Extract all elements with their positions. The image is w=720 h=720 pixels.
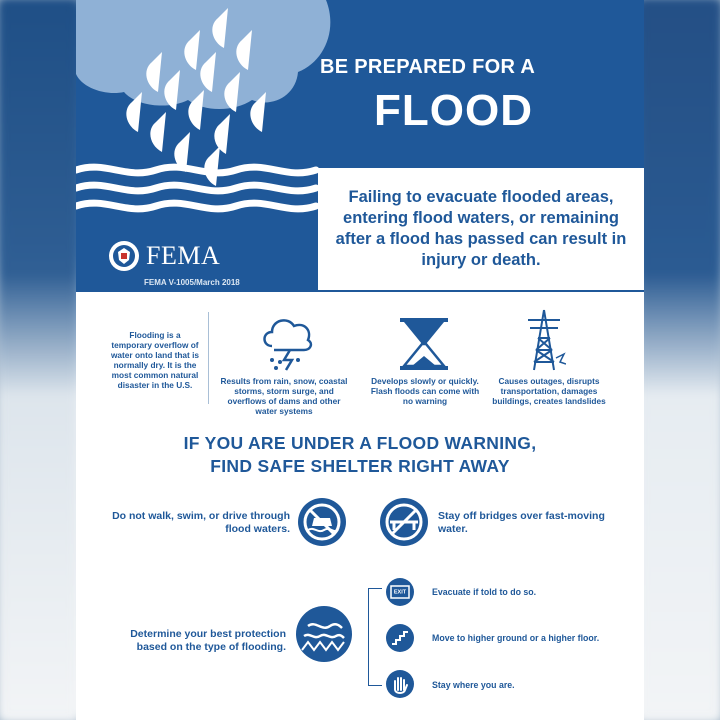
no-walk-text: Do not walk, swim, or drive through flood waters. bbox=[112, 510, 290, 535]
exit-sign-icon bbox=[386, 578, 414, 606]
flood-speed: Develops slowly or quickly. Flash floods can come with no warning bbox=[370, 376, 480, 406]
flooding-definition: Flooding is a temporary overflow of water onto land that is normally dry. It is the most common natural disaster in the U.S. bbox=[110, 330, 200, 390]
fema-wordmark: FEMA bbox=[146, 241, 221, 270]
evacuate-text: Evacuate if told to do so. bbox=[432, 587, 537, 597]
exit-label: EXIT bbox=[393, 589, 407, 596]
blurred-right-margin bbox=[640, 0, 720, 720]
higher-ground-text: Move to higher ground or a higher floor. bbox=[432, 633, 600, 643]
stay-text: Stay where you are. bbox=[432, 680, 515, 690]
flood-causes: Results from rain, snow, coastal storms, storm surge, and overflows of dams and other water systems bbox=[220, 376, 348, 416]
options-bracket bbox=[368, 588, 382, 686]
power-tower-icon bbox=[522, 308, 566, 372]
fema-logo bbox=[108, 240, 220, 272]
bridges-text: Stay off bridges over fast-moving water. bbox=[438, 510, 605, 535]
blurred-left-margin bbox=[0, 0, 76, 720]
stairs-icon bbox=[386, 624, 414, 652]
divider bbox=[208, 312, 209, 404]
flood-effects: Causes outages, disrupts transportation, damages buildings, creates landslides bbox=[492, 376, 606, 406]
no-driving-icon bbox=[298, 498, 346, 546]
document-code: FEMA V-1005/March 2018 bbox=[144, 278, 240, 287]
title-line-1: BE PREPARED FOR A bbox=[320, 56, 536, 78]
flood-poster bbox=[76, 0, 644, 720]
hourglass-icon bbox=[398, 316, 450, 372]
poster-header bbox=[76, 0, 644, 292]
warning-text: Failing to evacuate flooded areas, entering flood waters, or remaining after a flood has passed can result in injury or death. bbox=[335, 188, 627, 269]
rain-cloud-illustration bbox=[76, 0, 336, 225]
no-bridge-icon bbox=[380, 498, 428, 546]
title-flood: FLOOD bbox=[374, 86, 533, 135]
warning-headline bbox=[76, 432, 644, 478]
headline-line-1: IF YOU ARE UNDER A FLOOD WARNING, bbox=[183, 433, 537, 453]
warning-box bbox=[318, 168, 644, 290]
storm-cloud-icon bbox=[260, 310, 316, 372]
stop-hand-icon bbox=[386, 670, 414, 698]
protection-text: Determine your best protection based on the type of flooding. bbox=[130, 628, 286, 653]
headline-line-2: FIND SAFE SHELTER RIGHT AWAY bbox=[210, 456, 510, 476]
dhs-seal-icon bbox=[108, 240, 140, 272]
flood-facts bbox=[76, 296, 644, 414]
flood-water-icon bbox=[296, 606, 352, 662]
